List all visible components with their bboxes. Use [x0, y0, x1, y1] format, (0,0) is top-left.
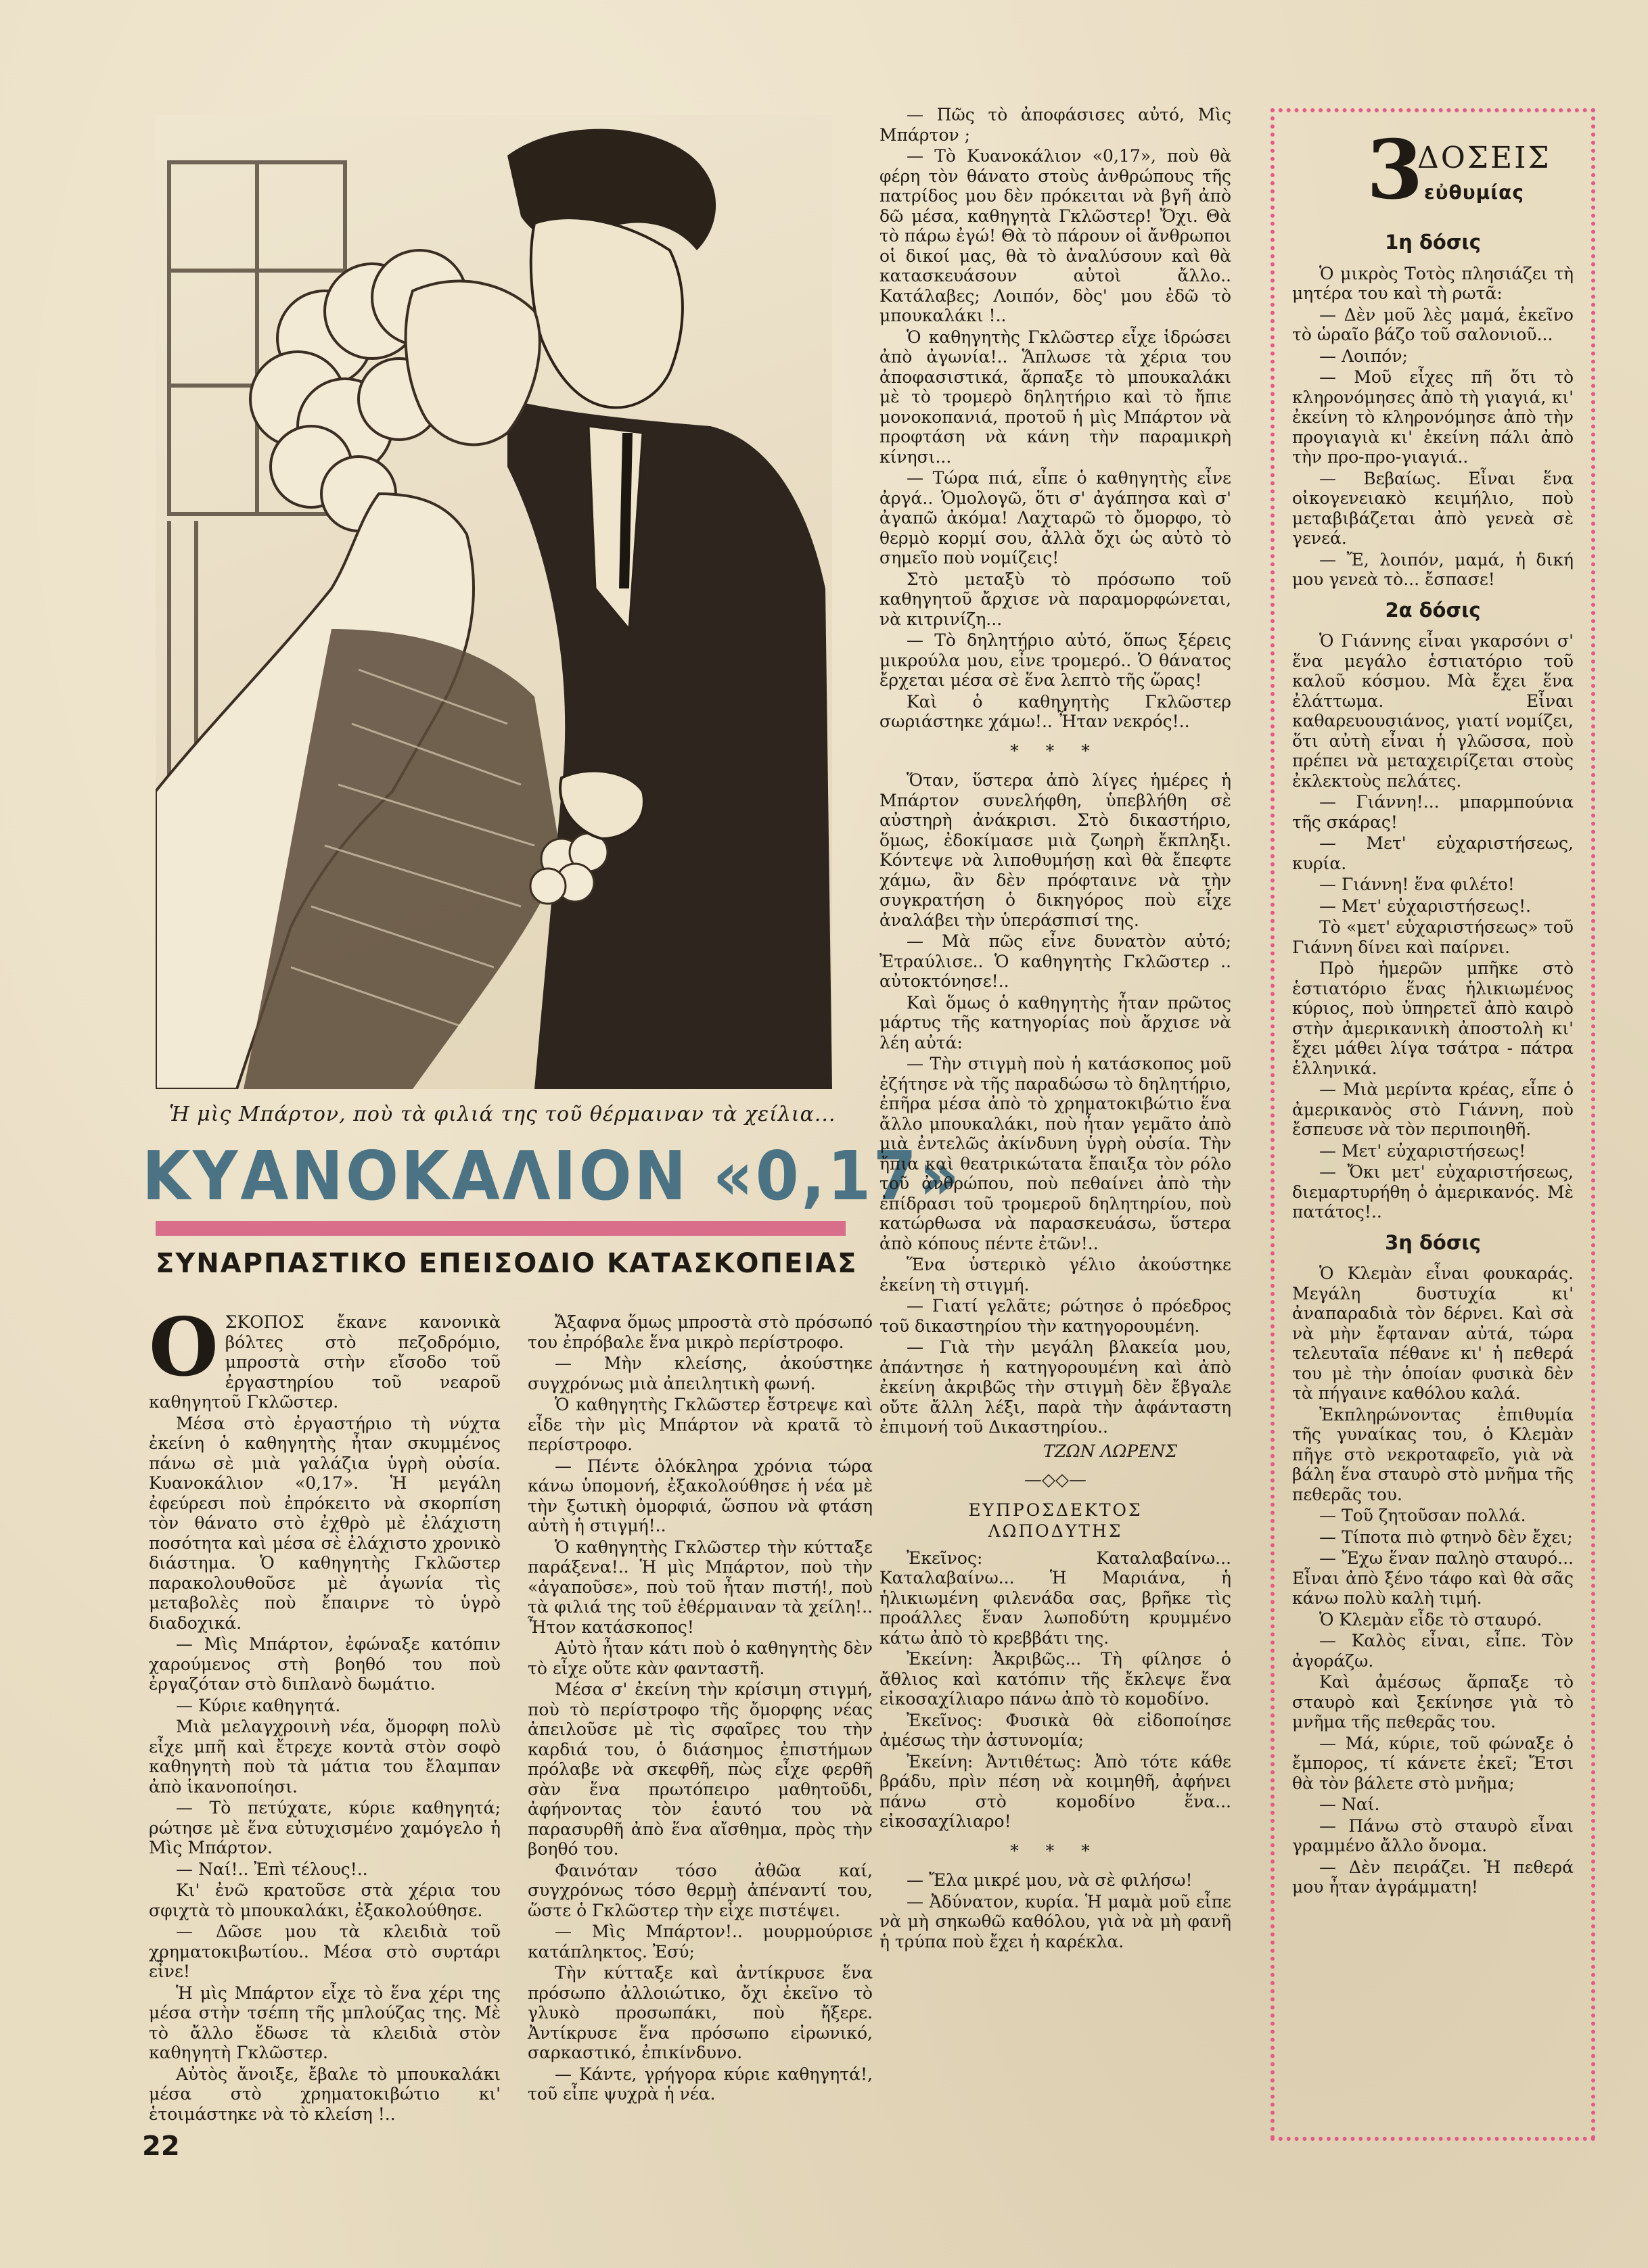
joke-title-line-1: ΕΥΠΡΟΣΔΕΚΤΟΣ [968, 1500, 1143, 1520]
paragraph: Τὸ «μετ' εὐχαριστήσεως» τοῦ Γιάννη δίνει καὶ παίρνει. [1292, 917, 1574, 957]
paragraph: ΣΚΟΠΟΣ ἔκανε κανονικὰ βόλτες στὸ πεζοδρόμιο, μπροστὰ στὴν εἴσοδο τοῦ ἐργαστηρίου τοῦ νεαροῦ καθηγητοῦ Γκλῶστερ. [149, 1312, 501, 1412]
paragraph: Ἐκείνη: Ἀκριβῶς... Τὴ φίλησε ὁ ἄθλιος καὶ κατόπιν τῆς ἔκλεψε ἕνα εἰκοσαχίλιαρο πάνω ἀπὸ τὸ κομοδίνο. [879, 1649, 1231, 1709]
paragraph: — Τὸ δηλητήριο αὐτό, ὅπως ξέρεις μικρούλα μου, εἶνε τρομερό.. Ὁ θάνατος ἔρχεται μέσα σὲ ἕνα λεπτὸ τῆς ὥρας! [879, 630, 1231, 690]
paragraph: — Πάνω στὸ σταυρὸ εἶναι γραμμένο ἄλλο ὄνομα. [1292, 1815, 1574, 1855]
humor-box-header [1292, 122, 1574, 222]
paragraph: — Τὸ Κυανοκάλιον «0,17», ποὺ θὰ φέρη τὸν θάνατο στοὺς ἀνθρώπους τῆς πατρίδος μου δὲν πρόκειται νὰ βγῆ ἀπὸ δῶ μέσα, καθηγητὰ Γκλῶστερ! Ὄχι. Θὰ τὸ πάρω ἐγώ! Θὰ τὸ πάρουν οἱ ἄνθρωποι οἱ δικοί μας, θὰ τὸ ἀναλύσουν καὶ θὰ κατασκευάσουν αὐτοὶ ἄλλο.. Κατάλαβες; Λοιπόν, δὸς' μου ἐδῶ τὸ μπουκαλάκι !.. [879, 146, 1231, 325]
headline-underline-bar [156, 1221, 846, 1236]
paragraph: Ὁ Κλεμὰν εἶναι φουκαράς. Μεγάλη δυστυχία κι' ἀναπαραδιὰ τὸν δέρνει. Καὶ σὰ νὰ μὴν ἔφταναν αὐτά, τώρα τελευταῖα πέθανε κι' ἡ πεθερά του μὲ τὴν ὁποίαν φυσικὰ δὲν τὰ πήγαινε καθόλου καλά. [1292, 1264, 1574, 1403]
humor-box-number: 3 [1367, 122, 1423, 218]
paragraph: — Μοῦ εἶχες πῆ ὅτι τὸ κληρονόμησες ἀπὸ τὴ γιαγιά, κι' ἐκείνη τὸ κληρονόμησε ἀπὸ τὴν προγιαγιὰ κι' ἐκείνη πάλι ἀπὸ τὴν προ-προ-γιαγιά.. [1292, 367, 1574, 467]
article-column-2 [528, 1312, 873, 2106]
page-number: 22 [142, 2131, 180, 2162]
paragraph: — Ναί!.. Ἐπὶ τέλους!.. [176, 1859, 368, 1879]
paragraph: Μέσα σ' ἐκείνη τὴν κρίσιμη στιγμή, ποὺ τὸ περίστροφο τῆς ὄμορφης νέας ἀπειλοῦσε μὲ τὶς σφαῖρες του τὴν καρδιά του, ὁ διάσημος ἐπιστήμων πρόλαβε νὰ σκεφθῆ, πὼς εἶχε φερθῆ σὰν ἕνα πρωτόπειρο μαθητοῦδι, ἀφήνοντας τὸν ἑαυτό του νὰ παρασυρθῆ ἀπὸ ἕνα αἴσθημα, πρὸς τὴν βοηθό του. [528, 1680, 873, 1859]
article-column-3 [879, 105, 1231, 1953]
paragraph: Μέσα στὸ ἐργαστήριο τὴ νύχτα ἐκείνη ὁ καθηγητὴς ἦταν σκυμμένος πάνω σὲ μιὰ γαλάζια ὑγρὴ οὐσία. Κυανοκάλιον «0,17». Ἡ μεγάλη ἐφεύρεσι ποὺ ἐπρόκειτο νὰ σκορπίση τὸν θάνατο στὸ ἐχθρὸ μὲ ἐλάχιστη ποσότητα καὶ μέσα σὲ ἐλάχιστο χρονικὸ διάστημα. Ὁ καθηγητὴς Γκλῶστερ παρακολουθοῦσε μὲ ἀγωνία τὶς μεταβολὲς ποὺ ἔπαιρνε τὸ ὑγρὸ διαδοχικά. [149, 1413, 501, 1633]
paragraph: Ὅταν, ὕστερα ἀπὸ λίγες ἡμέρες ἡ Μπάρτον συνελήφθη, ὑπεβλήθη σὲ αὐστηρὴ ἀνάκρισι. Στὸ δικαστήριο, ὅμως, ἐδοκίμασε μιὰ ζωηρὴ ἔκπληξι. Κόντεψε νὰ λιποθυμήσῃ καὶ θὰ ἔπεφτε χάμω, ἂν δὲν πρόφταινε νὰ τὴν συγκρατήση ὁ δικηγόρος ποὺ εἶχε ἀναλάβει τὴν ὑπεράσπισί της. [879, 770, 1231, 930]
paragraph: — Μετ' εὐχαριστήσεως!. [1319, 896, 1532, 916]
section-separator: * * * [1010, 1841, 1101, 1861]
paragraph: — Δὲν πειράζει. Ἡ πεθερά μου ἦταν ἀγράμματη! [1292, 1857, 1574, 1897]
paragraph: — Τίποτα πιὸ φτηνὸ δὲν ἔχει; [1319, 1527, 1573, 1547]
paragraph: — Μὴν κλείσης, ἀκούστηκε συγχρόνως μιὰ ἀπειλητικὴ φωνή. [528, 1353, 873, 1393]
paragraph: — Ὄκι μετ' εὐχαριστήσεως, διεμαρτυρήθη ὁ ἀμερικανός. Μὲ πατάτος!.. [1292, 1162, 1574, 1222]
paragraph: — Ἔχω ἕναν παληὸ σταυρό... Εἶναι ἀπὸ ξένο τάφο καὶ θὰ σᾶς κάνω πολὺ καλὴ τιμή. [1292, 1548, 1574, 1608]
paragraph: Φαινόταν τόσο ἀθῶα καί, συγχρόνως τόσο θερμὴ ἀπέναντί του, ὥστε ὁ Γκλῶστερ τὴν εἶχε πιστέψει. [528, 1860, 873, 1920]
dose-3-title: 3η δόσις [1385, 1230, 1481, 1254]
paragraph: — Γιατί γελᾶτε; ρώτησε ὁ πρόεδρος τοῦ δικαστηρίου τὴν κατηγορουμένη. [879, 1296, 1231, 1336]
paragraph: — Ἔ, λοιπόν, μαμά, ἡ δική μου γενεὰ τὸ... ἔσπασε! [1292, 549, 1574, 589]
drop-cap: Ο [149, 1300, 219, 1394]
paragraph: Στὸ μεταξὺ τὸ πρόσωπο τοῦ καθηγητοῦ ἄρχισε νὰ παραμορφώνεται, νὰ κιτρινίζη... [879, 569, 1231, 629]
paragraph: — Δῶσε μου τὰ κλειδιὰ τοῦ χρηματοκιβωτίου.. Μέσα στὸ συρτάρι εἶνε! [149, 1922, 501, 1981]
joke-title-line-2: ΛΩΠΟΔΥΤΗΣ [988, 1521, 1123, 1541]
paragraph: Ἡ μὶς Μπάρτον εἶχε τὸ ἕνα χέρι της μέσα στὴν τσέπη τῆς μπλούζας της. Μὲ τὸ ἄλλο ἔδωσε τὰ κλειδιὰ στὸν καθηγητὴ Γκλῶστερ. [149, 1983, 501, 2062]
dose-1-title: 1η δόσις [1385, 231, 1481, 254]
paragraph: — Μετ' εὐχαριστήσεως, κυρία. [1292, 833, 1574, 873]
paragraph: — Μετ' εὐχαριστήσεως! [1319, 1140, 1526, 1161]
paragraph: Καὶ ὅμως ὁ καθηγητὴς ἦταν πρῶτος μάρτυς τῆς κατηγορίας ποὺ ἄρχισε νὰ λέη αὐτά: [879, 992, 1231, 1052]
paragraph: Πρὸ ἡμερῶν μπῆκε στὸ ἑστιατόριο ἕνας ἡλικιωμένος κύριος, ποὺ ὑπηρετεῖ ἀπὸ καιρὸ στὴν ἀμερικανικὴ ἀποστολὴ κι' ἔχει μάθει λίγα τσάτρα - πάτρα ἑλληνικά. [1292, 958, 1574, 1078]
paragraph: — Κύριε καθηγητά. [176, 1695, 341, 1715]
paragraph: — Βεβαίως. Εἶναι ἕνα οἰκογενειακὸ κειμήλιο, ποὺ μεταβιβάζεται ἀπὸ γενεὰ σὲ γενεά. [1292, 468, 1574, 548]
article-subheading: ΣΥΝΑΡΠΑΣΤΙΚΟ ΕΠΕΙΣΟΔΙΟ ΚΑΤΑΣΚΟΠΕΙΑΣ [156, 1248, 858, 1279]
paragraph: — Γιάννη! ἕνα φιλέτο! [1319, 875, 1515, 894]
paragraph: — Πέντε ὁλόκληρα χρόνια τώρα κάνω ὑπομονή, ἐξακολούθησε ἡ νέα μὲ τὴν ξωτικὴ ὀμορφιά, ὥσπου νὰ φτάση αὐτὴ ἡ στιγμή!.. [528, 1456, 873, 1535]
paragraph: — Γιὰ τὴν μεγάλη βλακεία μου, ἀπάντησε ἡ κατηγορουμένη καὶ ἀπὸ ἐκείνη ἀκριβῶς τὴν στιγμὴ δὲν ἔβγαλε οὔτε ἄλλη λέξι, παρὰ τὴν ἀφάνταστη ἐπιμονή τοῦ Δικαστηρίου.. [879, 1337, 1231, 1437]
paragraph: — Γιάννη!... μπαρμπούνια τῆς σκάρας! [1292, 792, 1574, 832]
paragraph: Ἕνα ὑστερικὸ γέλιο ἀκούστηκε ἐκείνη τὴ στιγμή. [879, 1255, 1231, 1295]
paragraph: — Κάντε, γρήγορα κύριε καθηγητά!, τοῦ εἶπε ψυχρὰ ἡ νέα. [528, 2064, 873, 2104]
paragraph: — Τὸ πετύχατε, κύριε καθηγητά; ρώτησε μὲ ἕνα εὐτυχισμένο χαμόγελο ἡ Μὶς Μπάρτον. [149, 1798, 501, 1857]
paragraph: — Μιὰ μερίντα κρέας, εἶπε ὁ ἀμερικανὸς στὸ Γιάννη, ποὺ ἔσπευσε νὰ τὸν περιποιηθῆ. [1292, 1080, 1574, 1139]
couple-drawing [156, 115, 832, 1089]
paragraph: Αὐτὸ ἦταν κάτι ποὺ ὁ καθηγητὴς δὲν τὸ εἶχε οὔτε κὰν φανταστῆ. [528, 1638, 873, 1678]
paragraph: — Ναί. [1319, 1795, 1380, 1814]
humor-box-body [1292, 233, 1574, 1897]
paragraph: Τὴν κύτταξε καὶ ἀντίκρυσε ἕνα πρόσωπο ἀλλοιώτικο, ὄχι ἐκεῖνο τὸ γλυκὸ προσωπάκι, ποὺ ἤξερε. Ἀντίκρυσε ἕνα πρόσωπο εἰρωνικό, σαρκαστικό, ἐπικίνδυνο. [528, 1963, 873, 2062]
paragraph: — Καλὸς εἶναι, εἶπε. Τὸν ἀγοράζω. [1292, 1631, 1574, 1671]
paragraph: — Ἔλα μικρέ μου, νὰ σὲ φιλήσω! [907, 1870, 1193, 1890]
article-column-1 [149, 1300, 501, 2125]
dose-2-title: 2α δόσις [1385, 598, 1481, 622]
paragraph: Ἐκπληρώνοντας ἐπιθυμία τῆς γυναίκας του, ὁ Κλεμὰν πῆγε στὸ νεκροταφεῖο, γιὰ νὰ βάλη ἕνα σταυρὸ στὸ μνῆμα τῆς πεθερᾶς του. [1292, 1404, 1574, 1504]
paragraph: Ὁ μικρὸς Τοτὸς πλησιάζει τὴ μητέρα του καὶ τὴ ρωτᾶ: [1292, 263, 1574, 303]
illustration-kissing-couple [156, 115, 832, 1089]
paragraph: Ἐκεῖνος: Φυσικὰ θὰ εἰδοποίησε ἀμέσως τὴν ἀστυνομία; [879, 1710, 1231, 1750]
paragraph: Ὁ καθηγητὴς Γκλῶστερ τὴν κύτταξε παράξενα!.. Ἡ μὶς Μπάρτον, ποὺ τὴν «ἀγαποῦσε», ποὺ τοῦ ἦταν πιστή!, ποὺ τὰ φιλιά της τοῦ ἐθέρμαιναν τὰ χείλη!.. Ἦτον κατάσκοπος! [528, 1537, 873, 1637]
paragraph: Ἄξαφνα ὅμως μπροστὰ στὸ πρόσωπό του ἐπρόβαλε ἕνα μικρὸ περίστροφο. [528, 1312, 873, 1352]
humor-box [1271, 108, 1595, 2141]
paragraph: — Λοιπόν; [1319, 346, 1408, 366]
paragraph: — Τοῦ ζητοῦσαν πολλά. [1319, 1506, 1526, 1525]
illustration-caption: Ἡ μὶς Μπάρτον, ποὺ τὰ φιλιά της τοῦ θέρμαιναν τὰ χείλια... [169, 1103, 836, 1126]
paragraph: Αὐτὸς ἄνοιξε, ἔβαλε τὸ μπουκαλάκι μέσα στὸ χρηματοκιβώτιο κι' ἑτοιμάστηκε νὰ τὸ κλείση !.. [149, 2064, 501, 2124]
paragraph: — Μά, κύριε, τοῦ φώναξε ὁ ἔμπορος, τί κάνετε ἐκεῖ; Ἔτσι θὰ τὸν βάλετε στὸ μνῆμα; [1292, 1733, 1574, 1793]
paragraph: Μιὰ μελαγχροινὴ νέα, ὄμορφη πολὺ εἶχε μπῆ καὶ ἔτρεχε κοντὰ στὸν σοφὸ καθηγητὴ ποὺ τὰ μάτια του ἔλαμπαν ἀπὸ ἱκανοποίησι. [149, 1717, 501, 1797]
paragraph: Κι' ἐνῶ κρατοῦσε στὰ χέρια του σφιχτὰ τὸ μπουκαλάκι, ἐξακολούθησε. [149, 1880, 501, 1920]
paragraph: Ὁ Γιάννης εἶναι γκαρσόνι σ' ἕνα μεγάλο ἑστιατόριο τοῦ καλοῦ κόσμου. Μὰ ἔχει ἕνα ἐλάττωμα. Εἶναι καθαρευουσιάνος, γιατί νομίζει, ὅτι αὐτὴ εἶναι ἡ γλῶσσα, ποὺ πρέπει νὰ μεταχειρίζεται στοὺς ἐκλεκτοὺς πελάτες. [1292, 631, 1574, 791]
paragraph: — Μὶς Μπάρτον, ἐφώναξε κατόπιν χαρούμενος στὴ βοηθό του ποὺ ἐργαζόταν στὸ διπλανὸ δωμάτιο. [149, 1634, 501, 1694]
paragraph: — Μὰ πῶς εἶνε δυνατὸν αὐτό; Ἐτραύλισε.. Ὁ καθηγητὴς Γκλῶστερ .. αὐτοκτόνησε!.. [879, 931, 1231, 991]
paragraph: — Πῶς τὸ ἀποφάσισες αὐτό, Μὶς Μπάρτον ; [879, 105, 1231, 145]
ornament-divider: —◇◇— [1024, 1470, 1086, 1490]
humor-box-title: ΔΟΣΕΙΣ [1417, 141, 1551, 175]
paragraph: — Τώρα πιά, εἶπε ὁ καθηγητὴς εἶνε ἀργά.. Ὁμολογῶ, ὅτι σ' ἀγάπησα καὶ σ' ἀγαπῶ ἀκόμα! Λαχταρῶ τὸ ὄμορφο, τὸ θερμὸ κορμί σου, ἀλλὰ ὄχι ὡς αὐτὸ τὸ σημεῖο ποὺ νομίζεις! [879, 468, 1231, 568]
paragraph: Ὁ Κλεμὰν εἶδε τὸ σταυρό. [1319, 1609, 1542, 1629]
paragraph: Ὁ καθηγητὴς Γκλῶστερ ἔστρεψε καὶ εἶδε τὴν μὶς Μπάρτον νὰ κρατᾶ τὸ περίστροφο. [528, 1395, 873, 1454]
article-headline: ΚΥΑΝΟΚΑΛΙΟΝ «0,17» [142, 1136, 962, 1216]
paragraph: Ἐκείνη: Ἀντιθέτως: Ἀπὸ τότε κάθε βράδυ, πρὶν πέση νὰ κοιμηθῆ, ἀφήνει πάνω στὸ κομοδίνο ἕνα... εἰκοσαχίλιαρο! [879, 1751, 1231, 1831]
paragraph: Ἐκεῖνος: Καταλαβαίνω... Καταλαβαίνω... Ἡ Μαριάνα, ἡ ἡλικιωμένη φιλενάδα σας, βρῆκε τὶς προάλλες ἕναν λωποδύτη κρυμμένο κάτω ἀπὸ τὸ κρεββάτι της. [879, 1548, 1231, 1648]
humor-box-subtitle: εὐθυμίας [1424, 181, 1524, 204]
paragraph: — Δὲν μοῦ λὲς μαμά, ἐκεῖνο τὸ ὡραῖο βάζο τοῦ σαλονιοῦ... [1292, 304, 1574, 344]
section-separator: * * * [1010, 741, 1101, 761]
paragraph: Καὶ ἀμέσως ἅρπαξε τὸ σταυρὸ καὶ ξεκίνησε γιὰ τὸ μνῆμα τῆς πεθερᾶς του. [1292, 1672, 1574, 1732]
author-signature: ΤΖΩΝ ΛΩΡΕΝΣ [1043, 1441, 1177, 1461]
paragraph: Ὁ καθηγητὴς Γκλῶστερ εἶχε ἱδρώσει ἀπὸ ἀγωνία!.. Ἅπλωσε τὰ χέρια του ἀποφασιστικά, ἅρπαξε τὸ μπουκαλάκι μὲ τὸ τρομερὸ δηλητήριο καὶ τὸ ἤπιε μονοκοπανιά, προτοῦ ἡ μὶς Μπάρτον νὰ προφτάση νὰ κάνη τὴν παραμικρὴ κίνησι... [879, 327, 1231, 467]
paragraph: — Ἀδύνατον, κυρία. Ἡ μαμὰ μοῦ εἶπε νὰ μὴ σηκωθῶ καθόλου, γιὰ νὰ μὴ φανῆ ἡ τρύπα ποὺ ἔχει ἡ καρέκλα. [879, 1891, 1231, 1951]
paragraph: — Μὶς Μπάρτον!.. μουρμούρισε κατάπληκτος. Ἐσύ; [528, 1922, 873, 1962]
paragraph: — Τὴν στιγμὴ ποὺ ἡ κατάσκοπος μοῦ ἐζήτησε νὰ τῆς παραδώσω τὸ δηλητήριο, ἐπῆρα μέσα ἀπὸ τὸ χρηματοκιβώτιο ἕνα ἄλλο μπουκαλάκι, ποὺ ἦταν γεμᾶτο ἀπὸ μιὰ ἐντελῶς ἀκίνδυνη ὑγρὴ οὐσία. Τὴν ἤπια καὶ θεατρικώτατα ἔπαιξα τὸν ρόλο τοῦ ἀνθρώπου, ποὺ πεθαίνει ἀπὸ τὴν ἐπίδρασι τοῦ τρομεροῦ δηλητηρίου, ποὺ κατώρθωσα νὰ παρασκευάσω, ὕστερα ἀπὸ κόπους πέντε ἐτῶν!.. [879, 1054, 1231, 1253]
paragraph: Καὶ ὁ καθηγητὴς Γκλῶστερ σωριάστηκε χάμω!.. Ἦταν νεκρός!.. [879, 691, 1231, 731]
